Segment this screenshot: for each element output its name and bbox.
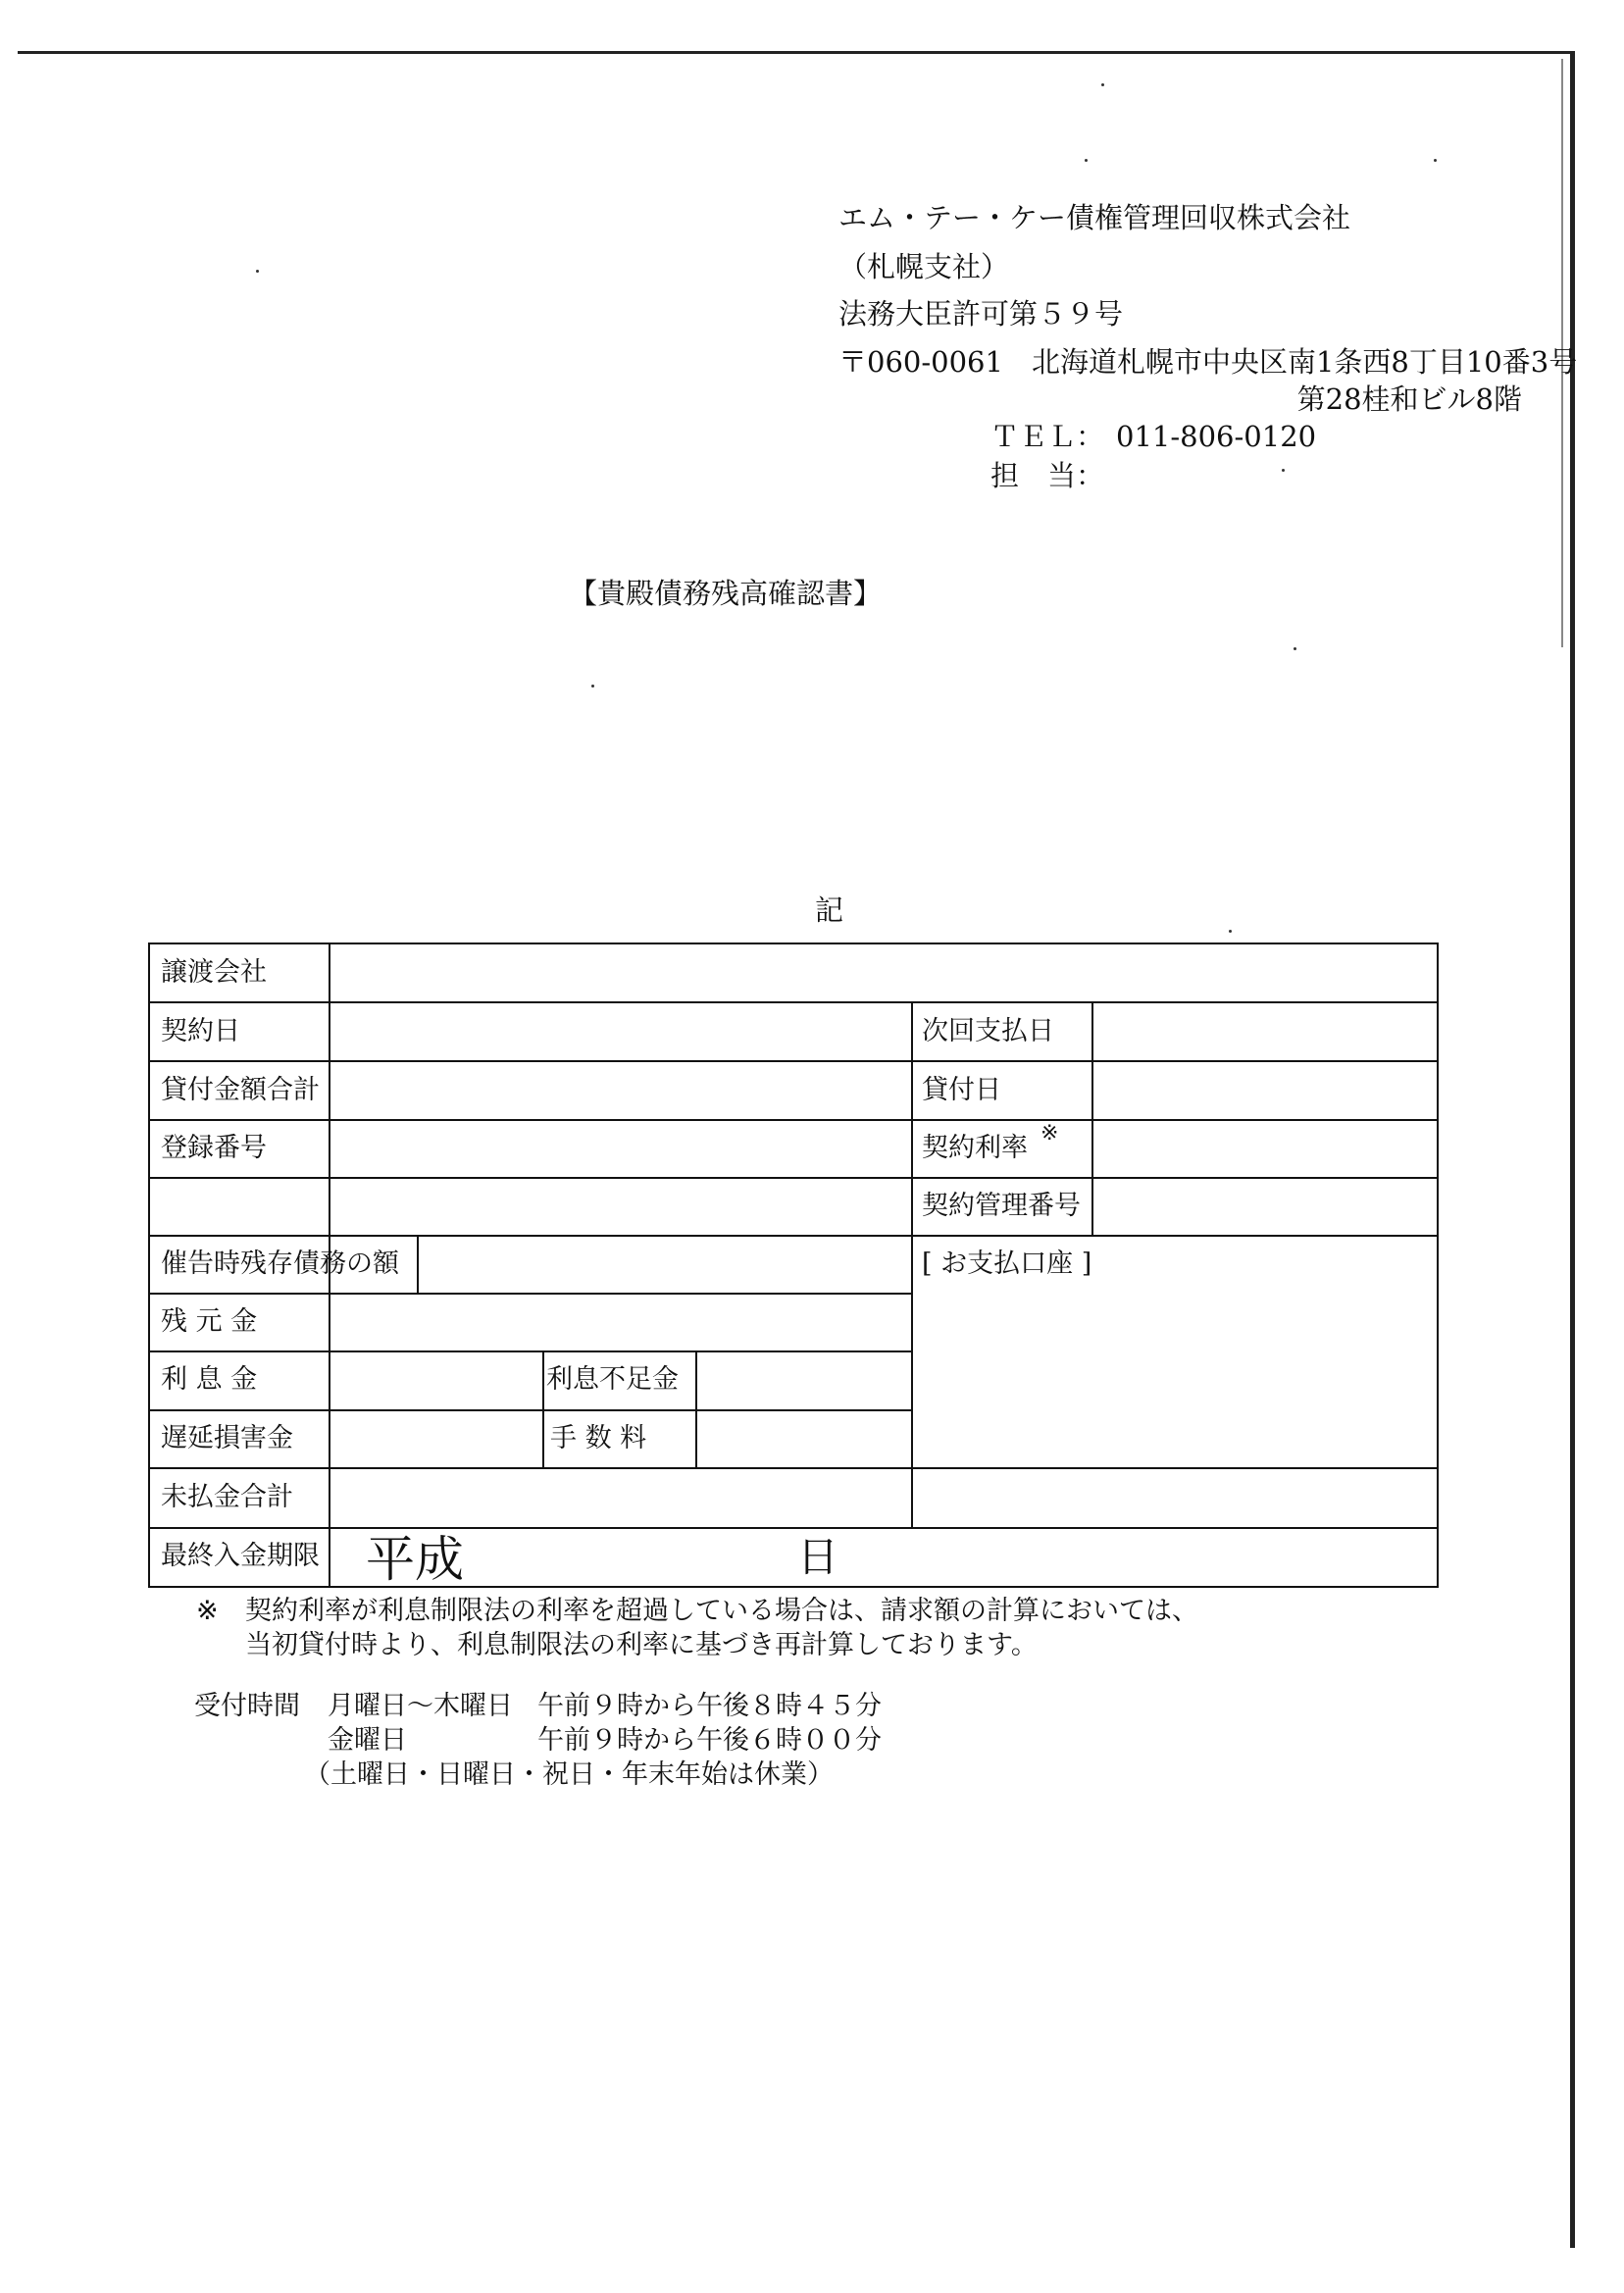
interest-shortfall-label: 利息不足金 [546, 1364, 679, 1395]
registration-no-label: 登録番号 [161, 1133, 267, 1163]
scan-speck [1434, 159, 1437, 162]
address-line-1: 〒060-0061 北海道札幌市中央区南1条西8丁目10番3号 [838, 345, 1578, 379]
scan-speck [1085, 159, 1088, 162]
transferor-label: 譲渡会社 [161, 957, 267, 988]
late-damages-label: 遅延損害金 [161, 1423, 293, 1453]
scan-speck [1101, 83, 1104, 86]
hours-friday-time: 午前９時から午後６時００分 [537, 1725, 882, 1756]
scan-speck [256, 270, 259, 273]
note-line-1: 契約利率が利息制限法の利率を超過している場合は、請求額の計算においては、 [245, 1596, 1198, 1626]
license-number: 法務大臣許可第５９号 [838, 297, 1124, 331]
demand-balance-label: 催告時残存債務の額 [161, 1248, 399, 1279]
scan-speck [1282, 469, 1285, 472]
company-name: エム・テー・ケー債権管理回収株式会社 [838, 201, 1351, 234]
branch-name: （札幌支社） [838, 250, 1010, 283]
contract-rate-label: 契約利率 [922, 1133, 1028, 1163]
contact-label: 担 当： [990, 459, 1105, 492]
principal-label: 残 元 金 [161, 1306, 258, 1337]
scan-border-right [1570, 51, 1575, 2248]
section-mark: 記 [815, 893, 844, 927]
balance-table [148, 943, 1439, 1588]
final-deadline-label: 最終入金期限 [161, 1541, 320, 1571]
note-mark: ※ [196, 1596, 219, 1626]
scan-speck [591, 685, 594, 688]
hours-closed-note: （土曜日・日曜日・祝日・年末年始は休業） [304, 1759, 834, 1790]
unpaid-total-label: 未払金合計 [161, 1482, 293, 1512]
tel-value: 011-806-0120 [1116, 420, 1317, 453]
contract-date-label: 契約日 [161, 1016, 240, 1046]
next-payment-label: 次回支払日 [922, 1016, 1054, 1046]
hours-label: 受付時間 [194, 1691, 300, 1721]
scan-speck [1294, 647, 1296, 650]
scan-speck [1229, 930, 1232, 933]
document-title: 【貴殿債務残高確認書】 [569, 577, 883, 610]
interest-label: 利 息 金 [161, 1364, 258, 1395]
loan-date-label: 貸付日 [922, 1075, 1001, 1105]
deadline-era: 平成 [366, 1531, 464, 1588]
contract-rate-note-mark: ※ [1040, 1121, 1059, 1146]
deadline-day: 日 [797, 1533, 839, 1581]
hours-weekdays-time: 午前９時から午後８時４５分 [537, 1691, 882, 1721]
fee-label: 手 数 料 [550, 1423, 647, 1453]
scan-border-top [18, 51, 1572, 54]
hours-friday-label: 金曜日 [328, 1725, 407, 1756]
tel-label: ＴＥＬ： [990, 420, 1105, 453]
contract-mgmt-no-label: 契約管理番号 [922, 1191, 1081, 1221]
address-line-2: 第28桂和ビル8階 [1296, 382, 1522, 416]
payment-account-label: [ お支払口座 ] [922, 1248, 1092, 1279]
hours-weekdays-label: 月曜日～木曜日 [328, 1691, 513, 1721]
loan-total-label: 貸付金額合計 [161, 1075, 320, 1105]
note-line-2: 当初貸付時より、利息制限法の利率に基づき再計算しております。 [245, 1630, 1038, 1660]
